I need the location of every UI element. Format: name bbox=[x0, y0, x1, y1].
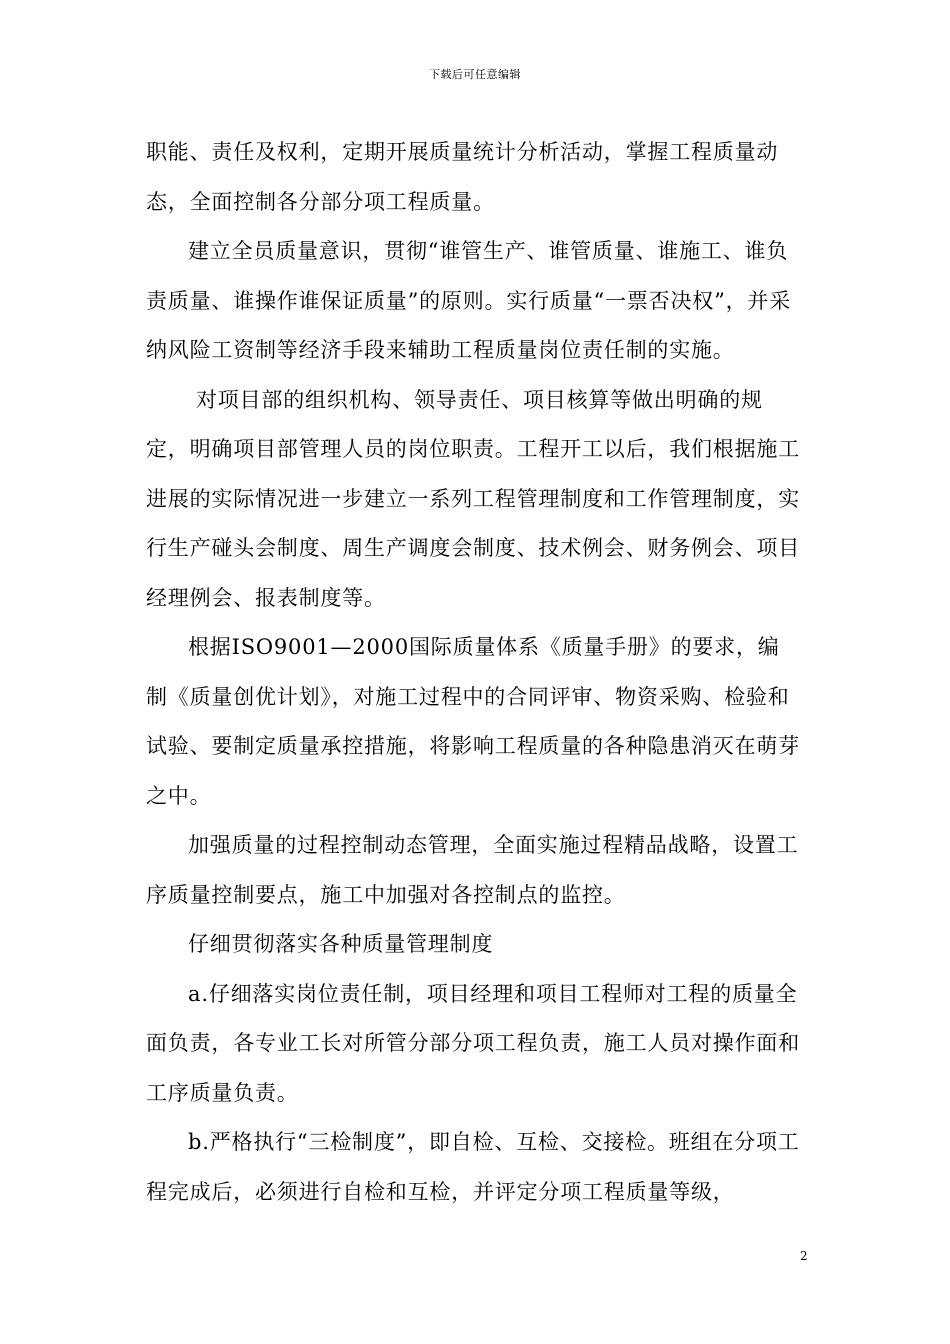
paragraph-3: 对项目部的组织机构、领导责任、项目核算等做出明确的规定，明确项目部管理人员的岗位职责。工程开工以后，我们根据施工进展的实际情况进一步建立一系列工程管理制度和工作管理制度，实行生产碰头会制度、周生产调度会制度、技术例会、财务例会、项目经理例会、报表制度等。 bbox=[146, 387, 800, 610]
paragraph-1: 职能、责任及权利，定期开展质量统计分析活动，掌握工程质量动态，全面控制各分部分项工程质量。 bbox=[146, 140, 779, 214]
paragraph-5: 加强质量的过程控制动态管理，全面实施过程精品战略，设置工序质量控制要点，施工中加强对各控制点的监控。 bbox=[146, 833, 799, 907]
document-body bbox=[146, 128, 800, 1217]
paragraph-7: a.仔细落实岗位责任制，项目经理和项目工程师对工程的质量全面负责，各专业工长对所管分部分项工程负责，施工人员对操作面和工序质量负责。 bbox=[146, 981, 800, 1105]
paragraph-4: 根据ISO9001—2000国际质量体系《质量手册》的要求，编制《质量创优计划》，对施工过程中的合同评审、物资采购、检验和试验、要制定质量承控措施，将影响工程质量的各种隐患消灭在萌芽之中。 bbox=[146, 635, 800, 808]
paragraph-6: 仔细贯彻落实各种质量管理制度 bbox=[188, 932, 494, 956]
paragraph-8: b.严格执行“三检制度”，即自检、互检、交接检。班组在分项工程完成后，必须进行自检和互检，并评定分项工程质量等级， bbox=[146, 1130, 800, 1204]
paragraph-2: 建立全员质量意识，贯彻“谁管生产、谁管质量、谁施工、谁负责质量、谁操作谁保证质量”的原则。实行质量“一票否决权”，并采纳风险工资制等经济手段来辅助工程质量岗位责任制的实施。 bbox=[146, 239, 792, 362]
page-number: 2 bbox=[800, 1249, 808, 1263]
page-header-note: 下载后可任意编辑 bbox=[429, 68, 521, 81]
